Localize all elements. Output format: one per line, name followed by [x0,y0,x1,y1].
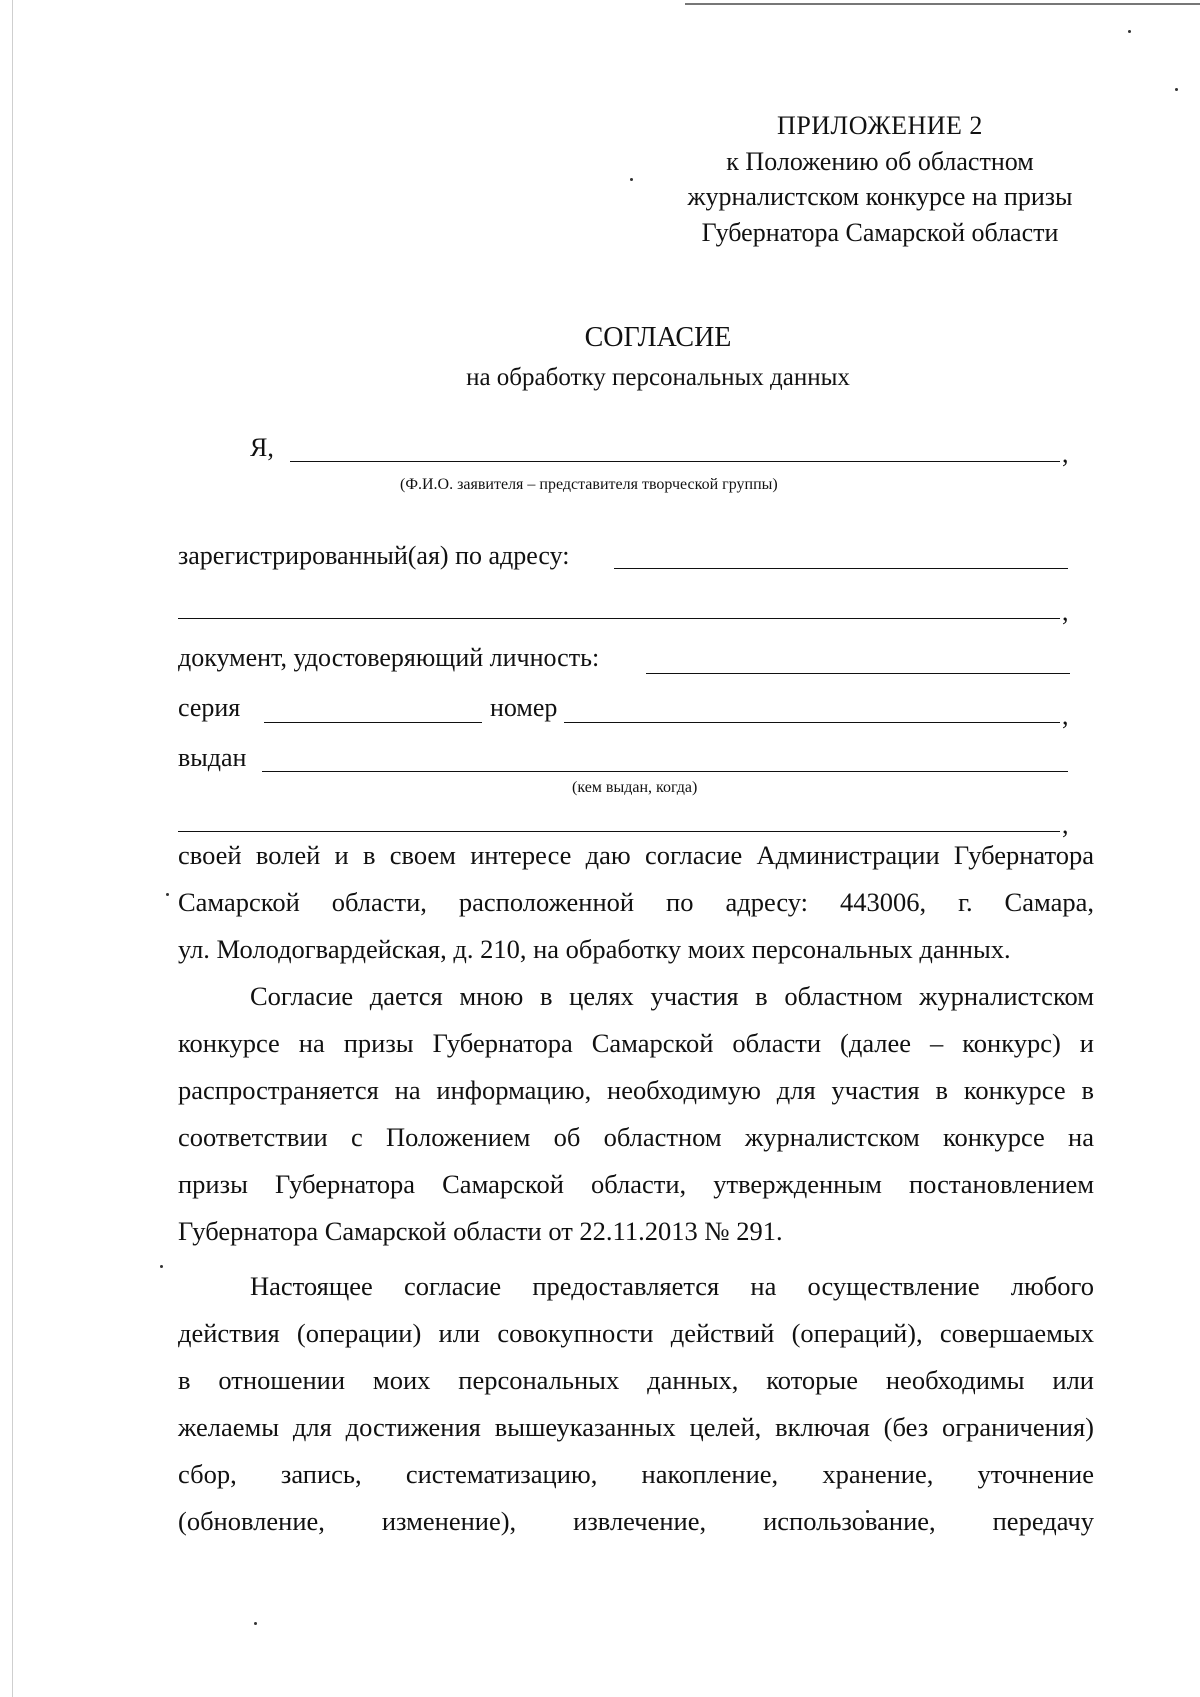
scan-speck [1175,88,1178,91]
address-label: зарегистрированный(ая) по адресу: [178,541,570,570]
address-field-line-2[interactable] [178,618,1060,619]
appendix-title: ПРИЛОЖЕНИЕ 2 [777,111,983,140]
text-line: Губернатора Самарской области от 22.11.2013 № 291. [178,1216,783,1246]
paragraph-consent-scope [178,1263,1094,1545]
id-document-label: документ, удостоверяющий личность: [178,643,600,672]
scan-top-border [685,3,1200,5]
text-line: Согласие дается мною в целях участия в областном журналистском [250,981,1094,1011]
series-field-line[interactable] [264,722,482,723]
issued-field-line[interactable] [262,771,1068,772]
text-line: ул. Молодогвардейская, д. 210, на обработку моих персональных данных. [178,934,1011,964]
document-title: СОГЛАСИЕ [584,322,732,353]
text-line: конкурсе на призы Губернатора Самарской области (далее – конкурс) и [178,1028,1094,1058]
name-label: Я, [250,433,274,462]
number-label: номер [490,693,558,722]
comma: , [1062,810,1069,839]
text-line: сбор, запись, систематизацию, накопление, хранение, уточнение [178,1459,1094,1489]
address-field-line[interactable] [614,568,1068,569]
comma: , [1062,597,1069,626]
text-line: Настоящее согласие предоставляется на осуществление любого [250,1271,1094,1301]
comma: , [1062,701,1069,730]
paragraph-consent-purpose [178,973,1094,1255]
scan-speck [630,178,633,181]
text-line: действия (операции) или совокупности действий (операций), совершаемых [178,1318,1094,1348]
text-line: желаемы для достижения вышеуказанных целей, включая (без ограничения) [178,1412,1094,1442]
issued-field-hint: (кем выдан, когда) [572,779,698,796]
paragraph-consent-grant [178,832,1094,973]
appendix-line: Губернатора Самарской области [701,217,1059,247]
comma: , [1062,439,1069,468]
text-line: своей волей и в своем интересе даю согласие Администрации Губернатора [178,840,1094,870]
appendix-header [650,108,1110,250]
scan-speck [160,1265,163,1268]
number-field-line[interactable] [564,722,1060,723]
name-field-hint: (Ф.И.О. заявителя – представителя творческой группы) [400,476,778,493]
text-line: призы Губернатора Самарской области, утвержденным постановлением [178,1169,1094,1199]
text-line: в отношении моих персональных данных, которые необходимы или [178,1365,1094,1395]
scan-speck [1128,30,1131,33]
scan-left-edge [12,0,13,1697]
consent-body [178,832,1094,1545]
id-document-field-line[interactable] [646,673,1070,674]
series-label: серия [178,693,241,722]
text-line: Самарской области, расположенной по адресу: 443006, г. Самара, [178,887,1094,917]
name-field-line[interactable] [290,461,1060,462]
text-line: распространяется на информацию, необходимую для участия в конкурсе в [178,1075,1094,1105]
appendix-line: к Положению об областном [726,146,1034,176]
issued-label: выдан [178,743,247,772]
text-line: соответствии с Положением об областном журналистском конкурсе на [178,1122,1094,1152]
appendix-line: журналистском конкурсе на призы [687,182,1073,211]
scan-speck [254,1622,257,1625]
text-line: (обновление, изменение), извлечение, использование, передачу [178,1506,1094,1536]
scan-speck [166,893,169,896]
document-subtitle: на обработку персональных данных [466,364,850,391]
